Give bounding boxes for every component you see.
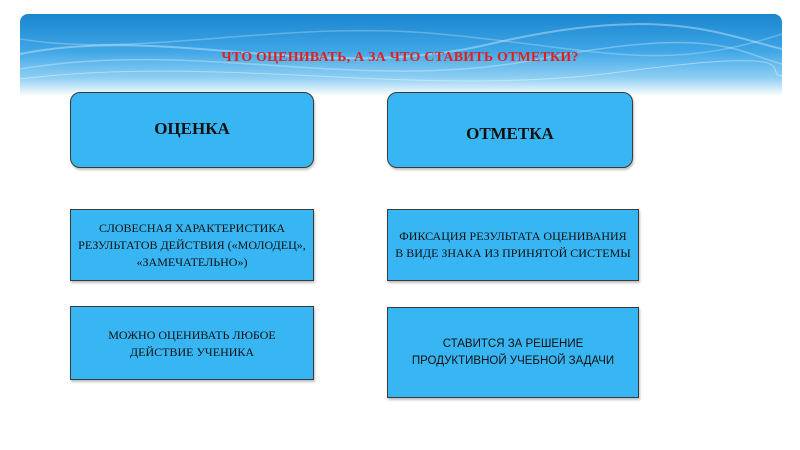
heading-ocenka: ОЦЕНКА bbox=[70, 92, 314, 168]
otmetka-description: ФИКСАЦИЯ РЕЗУЛЬТАТА ОЦЕНИВАНИЯ В ВИДЕ ЗНАКА ИЗ ПРИНЯТОЙ СИСТЕМЫ bbox=[387, 209, 639, 281]
slide-title: ЧТО ОЦЕНИВАТЬ, А ЗА ЧТО СТАВИТЬ ОТМЕТКИ? bbox=[221, 50, 579, 65]
ocenka-scope: МОЖНО ОЦЕНИВАТЬ ЛЮБОЕ ДЕЙСТВИЕ УЧЕНИКА bbox=[70, 306, 314, 380]
ocenka-description: СЛОВЕСНАЯ ХАРАКТЕРИСТИКА РЕЗУЛЬТАТОВ ДЕЙСТВИЯ («МОЛОДЕЦ», «ЗАМЕЧАТЕЛЬНО») bbox=[70, 209, 314, 281]
otmetka-scope: СТАВИТСЯ ЗА РЕШЕНИЕ ПРОДУКТИВНОЙ УЧЕБНОЙ ЗАДАЧИ bbox=[387, 307, 639, 398]
heading-otmetka: ОТМЕТКА bbox=[387, 92, 633, 168]
